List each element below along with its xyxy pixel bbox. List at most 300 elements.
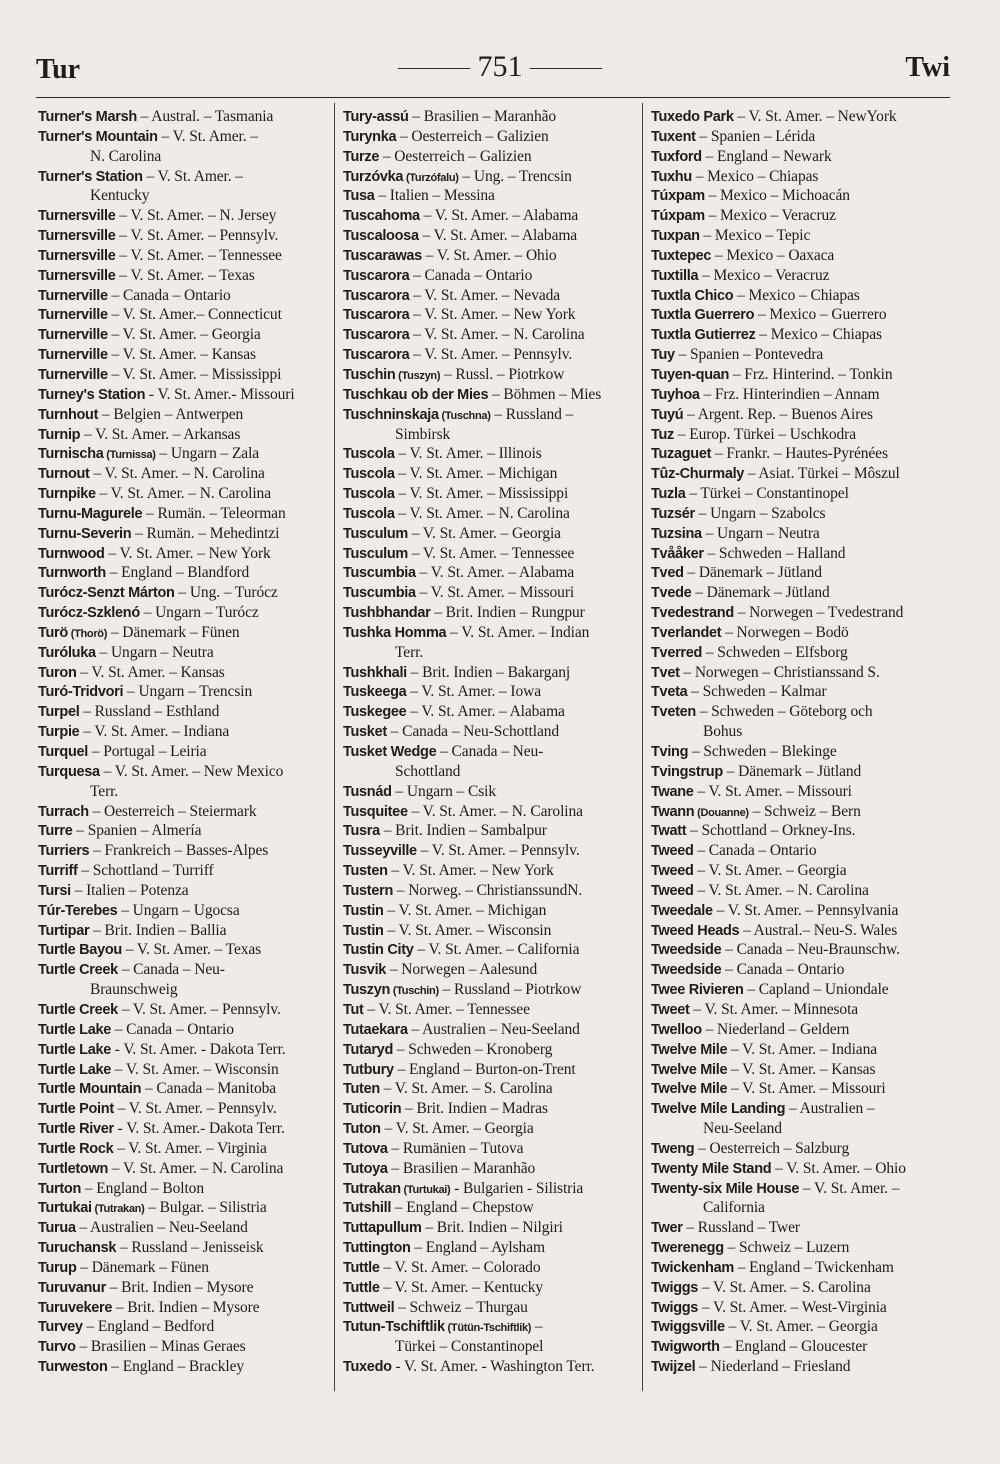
entry-headword: Tuscarora (343, 267, 410, 284)
entry-continuation-text: California (703, 1199, 765, 1217)
entry-headword: Tvingstrup (651, 763, 723, 780)
entry-location: – Canada – Neu- (117, 961, 225, 979)
entry-headword: Turnu-Magurele (38, 505, 143, 522)
entry-location: – V. St. Amer. – Kentucky (379, 1278, 544, 1296)
entry-headword: Turtle Creek (38, 1001, 118, 1018)
entry-headword: Tuscola (343, 505, 395, 522)
entry-headword: Tuxtla Guerrero (651, 307, 755, 324)
gazetteer-entry (651, 345, 951, 365)
entry-continuation-text: Schottland (395, 762, 461, 780)
entry-location: – Brit. Indien – Ballia (89, 921, 227, 939)
gazetteer-entry (651, 464, 951, 484)
gazetteer-entry (38, 1139, 328, 1159)
entry-location: – England – Bolton (81, 1179, 204, 1197)
entry-headword: Tweng (651, 1140, 695, 1157)
entry-location: – Brit. Indien – Mysore (105, 1278, 254, 1296)
gazetteer-entry (651, 782, 951, 802)
gazetteer-entry (343, 940, 633, 960)
entry-headword: Tusculum (343, 545, 409, 562)
entry-location: – Brit. Indien – Nilgiri (421, 1219, 563, 1237)
gazetteer-entry (343, 1040, 633, 1060)
gazetteer-entry (343, 1000, 633, 1020)
gazetteer-entry (651, 1258, 951, 1278)
entry-location: – Brasilien – Maranhão (408, 108, 557, 125)
entry-headword: Turuvekere (38, 1299, 113, 1316)
entry-location: – Canada – Neu-Braunschw. (721, 941, 900, 959)
entry-location: – Australien – (785, 1100, 875, 1118)
entry-location: – Schweden – Göteborg och (695, 703, 873, 721)
entry-headword: Tury-assú (343, 109, 409, 125)
gazetteer-entry (343, 325, 633, 345)
entry-headword: Tuttle (343, 1259, 380, 1276)
entry-headword: Tuscola (343, 446, 395, 463)
gazetteer-entry (343, 802, 633, 822)
entry-headword: Tustin (343, 922, 384, 939)
gazetteer-entry (343, 960, 633, 980)
gazetteer-entry (651, 286, 951, 306)
entry-headword: Tuxent (651, 128, 696, 145)
entry-location: – V. St. Amer. – (799, 1179, 900, 1197)
entry-headword: Tving (651, 744, 689, 760)
entry-location: – Rumän. – Teleorman (142, 504, 286, 522)
gazetteer-entry (38, 464, 328, 484)
entry-headword: Tuticorin (343, 1101, 402, 1118)
entry-location: – (531, 1318, 543, 1336)
gazetteer-entry (38, 940, 328, 960)
entry-location: - Bulgarien - Silistria (450, 1179, 584, 1197)
column-2 (343, 107, 633, 1377)
entry-location: – V. St. Amer. – Pennsylv. (416, 842, 580, 860)
entry-headword: Turtipar (38, 922, 90, 939)
gazetteer-entry (343, 881, 633, 901)
entry-location: – V. St. Amer. – Georgia (107, 326, 261, 344)
entry-headword: Turrach (38, 803, 89, 820)
entry-headword: Tuscarawas (343, 247, 422, 264)
gazetteer-entry (38, 425, 328, 445)
entry-location: – V. St. Amer. – Pennsylv. (115, 227, 279, 245)
gazetteer-entry (343, 1099, 633, 1119)
entry-location: – V. St. Amer. – Georgia (724, 1318, 878, 1336)
entry-location: – Oesterreich – Salzburg (694, 1139, 850, 1157)
gazetteer-entry (38, 722, 328, 742)
gazetteer-entry (651, 762, 951, 782)
entry-location: – V. St. Amer.– Connecticut (107, 306, 282, 324)
entry-location: - V. St. Amer.- Missouri (145, 385, 295, 403)
entry-location: – Belgien – Antwerpen (98, 405, 244, 423)
entry-location: – V. St. Amer. – Iowa (406, 683, 542, 701)
gazetteer-entry (343, 405, 633, 425)
entry-headword: Turner's Station (38, 168, 143, 185)
entry-location: – Schweiz – Luzern (723, 1239, 850, 1257)
gazetteer-entry (343, 186, 633, 206)
gazetteer-entry (343, 1357, 633, 1377)
gazetteer-entry (651, 405, 951, 425)
running-head-right: Twi (905, 52, 950, 83)
entry-location: – Austral. – Tasmania (136, 108, 274, 125)
entry-continuation (651, 1119, 951, 1139)
gazetteer-entry (651, 127, 951, 147)
gazetteer-entry (38, 1000, 328, 1020)
entry-headword: Tweed (651, 882, 694, 899)
entry-location: – England – Twickenham (733, 1258, 894, 1276)
entry-location: – Brit. Indien – Sambalpur (379, 822, 547, 840)
entry-location: – V. St. Amer. – New York (104, 544, 271, 562)
entry-location: – V. St. Amer. – Pennsylv. (113, 1100, 277, 1118)
entry-location: – Dänemark – Jütland (691, 584, 830, 602)
entry-headword: Tushka Homma (343, 624, 447, 641)
gazetteer-entry (38, 1060, 328, 1080)
entry-location: – Ungarn – Szabolcs (694, 504, 826, 522)
gazetteer-entry (38, 960, 328, 980)
entry-location: – V. St. Amer. – Texas (115, 266, 255, 284)
entry-location: – V. St. Amer. – N. Carolina (95, 485, 271, 503)
entry-headword: Tusseyville (343, 843, 417, 860)
gazetteer-entry (343, 1238, 633, 1258)
entry-location: – Asiat. Türkei – Môszul (744, 465, 900, 483)
entry-location: – England – Aylsham (410, 1239, 545, 1257)
gazetteer-entry (651, 1357, 951, 1377)
entry-location: – Ungarn – Zala (155, 445, 260, 463)
entry-headword: Twenty Mile Stand (651, 1160, 772, 1177)
entry-location: – England – Gloucester (719, 1338, 868, 1356)
entry-location: – England – Chepstow (391, 1199, 534, 1217)
entry-continuation (651, 722, 951, 742)
gazetteer-entry (38, 484, 328, 504)
entry-headword: Tuschkau ob der Mies (343, 386, 489, 403)
entry-location: – Schweden – Blekinge (688, 743, 837, 760)
column-divider-1 (334, 103, 335, 1391)
entry-location: – Russland – (490, 405, 574, 423)
gazetteer-entry (343, 1218, 633, 1238)
entry-headword: Tuyú (651, 406, 684, 423)
gazetteer-entry (38, 1258, 328, 1278)
gazetteer-entry (38, 286, 328, 306)
gazetteer-entry (651, 861, 951, 881)
entry-headword: Tveta (651, 684, 688, 701)
gazetteer-entry (651, 1000, 951, 1020)
entry-headword: Turnu-Severin (38, 525, 132, 542)
entry-headword: Tuttle (343, 1279, 380, 1296)
entry-location: – V. St. Amer. – Missouri (415, 584, 575, 602)
entry-location: – Brasilien – Minas Geraes (75, 1338, 246, 1356)
entry-headword: Tuskeega (343, 684, 407, 701)
entry-location: – V. St. Amer. – Missouri (727, 1080, 886, 1098)
column-divider-2 (642, 103, 643, 1391)
entry-headword: Tuttington (343, 1240, 411, 1257)
gazetteer-entry (343, 1179, 633, 1199)
gazetteer-entry (651, 444, 951, 464)
gazetteer-entry (651, 980, 951, 1000)
gazetteer-entry (651, 167, 951, 187)
entry-headword: Turtukai (38, 1200, 92, 1217)
entry-location: – V. St. Amer. – N. Carolina (108, 1159, 284, 1177)
entry-headword: Turney's Station (38, 386, 146, 403)
entry-location: – Spanien – Pontevedra (674, 346, 824, 364)
entry-headword: Turnerville (38, 347, 108, 364)
entry-headword: Twatt (651, 823, 687, 840)
entry-location: – Ungarn – Trencsin (123, 683, 253, 701)
entry-headword: Twann (651, 803, 695, 820)
gazetteer-entry (651, 1337, 951, 1357)
entry-location: – Canada – Neu- (436, 743, 544, 760)
entry-headword: Tuscola (343, 466, 395, 483)
entry-location: – Norwegen – Aalesund (386, 961, 538, 979)
gazetteer-entry (651, 246, 951, 266)
gazetteer-entry (651, 425, 951, 445)
entry-headword: Turnerville (38, 327, 108, 344)
gazetteer-entry (38, 1079, 328, 1099)
gazetteer-entry (38, 1238, 328, 1258)
entry-headword: Tveten (651, 704, 696, 721)
gazetteer-entry (343, 345, 633, 365)
entry-headword: Tuscumbia (343, 585, 416, 602)
gazetteer-entry (343, 544, 633, 564)
entry-headword: Twelve Mile (651, 1041, 728, 1058)
entry-location: – V. St. Amer. – New York (409, 306, 576, 324)
gazetteer-entry (651, 802, 951, 822)
gazetteer-entry (38, 841, 328, 861)
entry-headword: Turó-Tridvori (38, 684, 124, 701)
entry-headword: Turnersville (38, 208, 116, 225)
gazetteer-entry (343, 583, 633, 603)
gazetteer-entry (38, 1099, 328, 1119)
gazetteer-entry (38, 325, 328, 345)
entry-headword: Twelloo (651, 1021, 702, 1038)
gazetteer-entry (651, 1099, 951, 1119)
entry-headword: Túxpam (651, 208, 705, 225)
entry-location: – V. St. Amer. – Tennessee (408, 544, 575, 562)
gazetteer-entry (38, 921, 328, 941)
entry-location: – Schweden – Kalmar (687, 683, 827, 701)
entry-headword: Tutshill (343, 1200, 392, 1217)
entry-location: – Canada – Ontario (693, 842, 817, 860)
entry-continuation (343, 1337, 633, 1357)
entry-continuation-text: Terr. (90, 782, 119, 800)
gazetteer-entry (38, 107, 328, 127)
gazetteer-entry (651, 742, 951, 762)
entry-alt-name: (Turzófalu) (403, 171, 459, 184)
entry-location: – Frankr. – Hautes-Pyrénées (711, 445, 888, 463)
entry-headword: Turnersville (38, 267, 116, 284)
entry-headword: Tutaryd (343, 1041, 393, 1058)
entry-headword: Tushkhali (343, 664, 407, 681)
entry-headword: Turpel (38, 704, 80, 721)
entry-location: – Brit. Indien – Rungpur (430, 604, 585, 622)
entry-headword: Turpie (38, 724, 80, 741)
entry-location: – Schweiz – Thurgau (394, 1298, 528, 1316)
entry-headword: Turnpike (38, 486, 96, 503)
gazetteer-entry (343, 663, 633, 683)
entry-headword: Turnersville (38, 228, 116, 245)
entry-headword: Turtle Lake (38, 1041, 111, 1058)
gazetteer-entry (38, 1218, 328, 1238)
gazetteer-entry (38, 266, 328, 286)
entry-location: – V. St. Amer. – Illinois (394, 445, 542, 463)
gazetteer-entry (651, 504, 951, 524)
gazetteer-entry (651, 1139, 951, 1159)
entry-location: – Schweden – Elfsborg (702, 643, 848, 661)
entry-location: – England – Blandford (105, 564, 250, 582)
entry-headword: Twelve Mile (651, 1061, 728, 1078)
entry-location: – Canada – Ontario (110, 1020, 234, 1038)
entry-headword: Túr-Terebes (38, 902, 118, 919)
entry-headword: Turquesa (38, 763, 100, 780)
entry-headword: Turtle Bayou (38, 942, 122, 959)
entry-headword: Tutaekara (343, 1021, 408, 1038)
gazetteer-entry (343, 444, 633, 464)
entry-continuation-text: Simbirsk (395, 425, 451, 443)
gazetteer-entry (38, 663, 328, 683)
entry-location: – V. St. Amer. – Wisconsin (110, 1060, 279, 1078)
gazetteer-entry (38, 583, 328, 603)
entry-headword: Twelve Mile Landing (651, 1101, 786, 1118)
entry-location: – Ungarn – Neutra (701, 524, 820, 542)
gazetteer-entry (38, 246, 328, 266)
gazetteer-entry (38, 901, 328, 921)
gazetteer-entry (38, 1298, 328, 1318)
entry-location: – Niederland – Geldern (701, 1020, 850, 1038)
entry-location: – Schweden – Kronoberg (393, 1040, 553, 1058)
entry-headword: Tusket Wedge (343, 744, 437, 760)
entry-continuation (38, 782, 328, 802)
entry-headword: Turnerville (38, 366, 108, 383)
entry-continuation (343, 762, 633, 782)
entry-headword: Turnwood (38, 545, 105, 562)
gazetteer-entry (38, 544, 328, 564)
entry-headword: Túxpam (651, 188, 705, 205)
entry-location: – V. St. Amer. – Tennessee (363, 1000, 530, 1018)
entry-location: – Norwegen – Christianssand S. (679, 663, 880, 681)
entry-location: – V. St. Amer. – Kansas (727, 1060, 876, 1078)
gazetteer-entry (651, 1079, 951, 1099)
entry-headword: Tûz-Churmaly (651, 466, 745, 483)
entry-location: – Ungarn – Neutra (95, 643, 214, 661)
gazetteer-entry (651, 643, 951, 663)
gazetteer-entry (38, 682, 328, 702)
entry-location: – V. St. Amer. – N. Carolina (394, 504, 570, 522)
gazetteer-entry (38, 623, 328, 643)
gazetteer-entry (651, 702, 951, 722)
entry-location: – V. St. Amer. – Wisconsin (383, 921, 552, 939)
entry-location: – Argent. Rep. – Buenos Aires (683, 405, 873, 423)
gazetteer-entry (38, 1159, 328, 1179)
gazetteer-entry (38, 702, 328, 722)
gazetteer-entry (651, 901, 951, 921)
gazetteer-entry (651, 881, 951, 901)
entry-headword: Twiggsville (651, 1319, 725, 1336)
gazetteer-entry (343, 921, 633, 941)
entry-headword: Turuvanur (38, 1279, 106, 1296)
running-head-left: Tur (36, 54, 81, 85)
entry-location: – V. St. Amer. – N. Carolina (407, 802, 583, 820)
entry-location: – Austral.– Neu-S. Wales (739, 921, 898, 939)
entry-alt-name: (Tuschin) (390, 985, 439, 998)
gazetteer-entry (343, 147, 633, 167)
entry-headword: Twijzel (651, 1359, 696, 1376)
entry-headword: Tushbhandar (343, 605, 431, 622)
entry-headword: Tuschin (343, 366, 396, 383)
entry-location: – Böhmen – Mies (488, 385, 602, 403)
gazetteer-entry (651, 940, 951, 960)
gazetteer-entry (343, 484, 633, 504)
entry-headword: Tuscaloosa (343, 228, 419, 245)
entry-location: – V. St. Amer. – Texas (121, 941, 262, 959)
entry-headword: Tuxtla Gutierrez (651, 327, 756, 344)
entry-location: – Russland – Twer (682, 1219, 800, 1237)
entry-location: – Russland – Jenisseisk (116, 1239, 264, 1257)
entry-location: – Portugal – Leiria (88, 743, 207, 760)
entry-headword: Tweed (651, 863, 694, 880)
entry-location: – V. St. Amer. – Mississippi (107, 365, 282, 383)
header-divider (36, 97, 950, 98)
entry-headword: Tweedside (651, 942, 722, 959)
gazetteer-entry (343, 286, 633, 306)
entry-headword: Tustin City (343, 942, 414, 959)
entry-location: – V. St. Amer. – NewYork (733, 108, 897, 125)
entry-location: – V. St. Amer. – Ohio (421, 246, 557, 264)
entry-location: – Dänemark – Fünen (76, 1258, 209, 1276)
entry-headword: Tuy (651, 347, 675, 364)
entry-location: – V. St. Amer. – Missouri (693, 782, 852, 800)
entry-location: – England – Bedford (82, 1318, 215, 1336)
entry-continuation (343, 425, 633, 445)
gazetteer-entry (343, 266, 633, 286)
gazetteer-entry (38, 643, 328, 663)
entry-headword: Tuxpan (651, 228, 700, 245)
entry-continuation-text: N. Carolina (90, 147, 162, 165)
entry-headword: Tutrakan (343, 1180, 401, 1197)
gazetteer-entry (38, 1317, 328, 1337)
gazetteer-entry (343, 782, 633, 802)
entry-continuation (38, 147, 328, 167)
gazetteer-entry (38, 1119, 328, 1139)
entry-location: – V. St. Amer. – Indiana (727, 1040, 877, 1058)
entry-headword: Tuscahoma (343, 208, 420, 225)
entry-location: – V. St. Amer. – West-Virginia (698, 1298, 887, 1316)
entry-location: – Ung. – Turócz (174, 584, 278, 602)
entry-continuation (651, 1198, 951, 1218)
entry-location: – V. St. Amer. – Kansas (76, 663, 225, 681)
entry-location: – Ungarn – Turócz (139, 604, 259, 622)
entry-location: – Ungarn – Csik (391, 782, 496, 800)
entry-location: – V. St. Amer. – S. Carolina (379, 1080, 553, 1098)
entry-headword: Tuzsina (651, 525, 702, 542)
gazetteer-entry (343, 861, 633, 881)
gazetteer-entry (651, 603, 951, 623)
entry-location: – Oesterreich – Galizien (396, 127, 549, 145)
entry-headword: Turton (38, 1180, 82, 1197)
entry-headword: Tusculum (343, 525, 409, 542)
entry-headword: Tuscarora (343, 327, 410, 344)
entry-location: – V. St. Amer. – (157, 127, 258, 145)
gazetteer-entry (38, 305, 328, 325)
entry-continuation-text: Kentucky (90, 187, 150, 205)
entry-headword: Turtle Lake (38, 1061, 111, 1078)
entry-location: – Canada – Manitoba (141, 1080, 277, 1098)
entry-location: – Türkei – Constantinopel (685, 485, 849, 503)
entry-headword: Tweedale (651, 902, 713, 919)
entry-headword: Tuxhu (651, 168, 692, 185)
gazetteer-entry (343, 365, 633, 385)
entry-location: - V. St. Amer. - Dakota Terr. (110, 1040, 286, 1058)
entry-location: – Oesterreich – Steiermark (88, 802, 257, 820)
entry-headword: Tuxtla Chico (651, 287, 734, 304)
gazetteer-entry (343, 127, 633, 147)
entry-headword: Turuchansk (38, 1240, 117, 1257)
entry-location: – Rumänien – Tutova (387, 1139, 524, 1157)
entry-location: – Schottland – Orkney-Ins. (686, 822, 856, 840)
entry-headword: Turner's Mountain (38, 128, 158, 145)
